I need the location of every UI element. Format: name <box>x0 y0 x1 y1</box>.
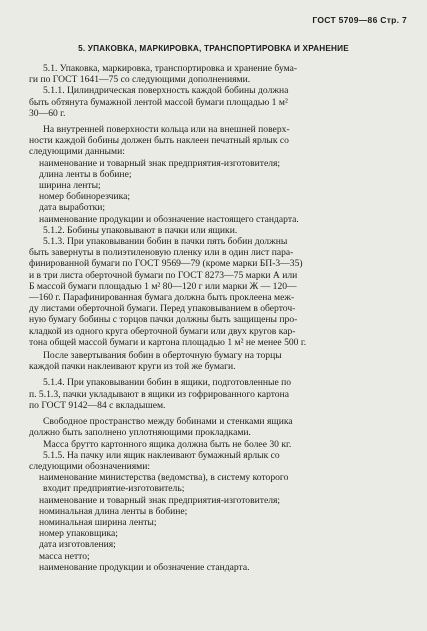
text-line: Свободное пространство между бобинами и стенками ящика <box>43 416 293 428</box>
text-line: 5.1. Упаковка, маркировка, транспортировка и хранение бума- <box>43 63 298 74</box>
text-line: ности каждой бобины должен быть наклеен печатный ярлык со <box>29 135 289 147</box>
list-item: номер бобинорезчика; <box>39 191 131 203</box>
text-line: п. 5.1.3, пачки укладывают в ящики из гофрированного картона <box>29 388 289 400</box>
list-item: номинальная длина ленты в бобине; <box>39 505 188 517</box>
text-line: быть завернуты в полиэтиленовую пленку или в один лист пара- <box>29 247 294 259</box>
text-line: 5.1.5. На пачку или ящик наклеивают бумажный ярлык со <box>43 449 280 461</box>
text-line: ги по ГОСТ 1641—75 со следующими дополнениями. <box>29 74 251 86</box>
text-line: Б массой бумаги площадью 1 м² 80—120 г или марки Ж — 120— <box>29 280 297 292</box>
text-line: тона общей массой бумаги и картона площадью 1 м² не менее 500 г. <box>29 336 307 348</box>
text-line: Масса брутто картонного ящика должна быть не более 30 кг. <box>43 438 292 450</box>
section-body <box>29 63 409 573</box>
text-line: ную бумагу бобины с торцов пачки должны быть защищены про- <box>29 314 298 326</box>
text-line: быть обтянута бумажной лентой массой бумаги площадью 1 м² <box>29 96 288 108</box>
text-line: следующими данными: <box>29 146 125 158</box>
text-line: кладкой из одного круга оберточной бумаги или двух кругов кар- <box>29 325 296 337</box>
text-line: по ГОСТ 9142—84 с вкладышем. <box>29 399 166 411</box>
text-line: следующими обозначениями: <box>29 460 151 472</box>
text-line: финированной бумаги по ГОСТ 9569—79 (кроме марки БП-3—35) <box>29 258 303 270</box>
list-item: длина ленты в бобине; <box>39 168 132 180</box>
text-line: На внутренней поверхности кольца или на внешней поверх- <box>43 124 290 136</box>
list-item: наименование и товарный знак предприятия-изготовителя; <box>39 494 281 506</box>
list-item: входит предприятие-изготовитель; <box>43 483 185 495</box>
page-header: ГОСТ 5709—86 Стр. 7 <box>312 15 407 25</box>
list-item: наименование продукции и обозначение стандарта. <box>39 561 250 573</box>
text-line: 5.1.1. Цилиндрическая поверхность каждой бобины должна <box>43 85 289 97</box>
text-line: 5.1.2. Бобины упаковывают в пачки или ящики. <box>43 224 238 236</box>
list-item: номер упаковщика; <box>39 528 118 540</box>
section-title: 5. УПАКОВКА, МАРКИРОВКА, ТРАНСПОРТИРОВКА И ХРАНЕНИЕ <box>78 44 349 53</box>
list-item: наименование продукции и обозначение настоящего стандарта. <box>39 213 299 225</box>
text-line: 30—60 г. <box>29 107 66 119</box>
text-line: 5.1.4. При упаковывании бобин в ящики, подготовленные по <box>43 377 292 389</box>
text-line: каждой пачки наклеивают круги из той же бумаги. <box>29 361 236 373</box>
text-line: должно быть заполнено уплотняющими прокладками. <box>29 427 251 439</box>
list-item: наименование министерства (ведомства), в систему которого <box>39 472 289 484</box>
text-line: После завертывания бобин в оберточную бумагу на торцы <box>43 350 282 362</box>
list-item: дата изготовления; <box>39 539 116 551</box>
list-item: номинальная ширина ленты; <box>39 516 157 528</box>
list-item: ширина ленты; <box>39 180 101 192</box>
list-item: дата выработки; <box>39 202 106 214</box>
text-line: ду листами оберточной бумаги. Перед упаковыванием в оберточ- <box>29 303 296 315</box>
list-item: масса нетто; <box>39 550 90 562</box>
text-line: 5.1.3. При упаковывании бобин в пачки пять бобин должны <box>43 236 288 248</box>
text-line: и в три листа оберточной бумаги по ГОСТ 8273—75 марки А или <box>29 269 298 281</box>
list-item: наименование и товарный знак предприятия-изготовителя; <box>39 157 281 169</box>
text-line: —160 г. Парафинированная бумага должна быть проклеена меж- <box>29 292 295 304</box>
